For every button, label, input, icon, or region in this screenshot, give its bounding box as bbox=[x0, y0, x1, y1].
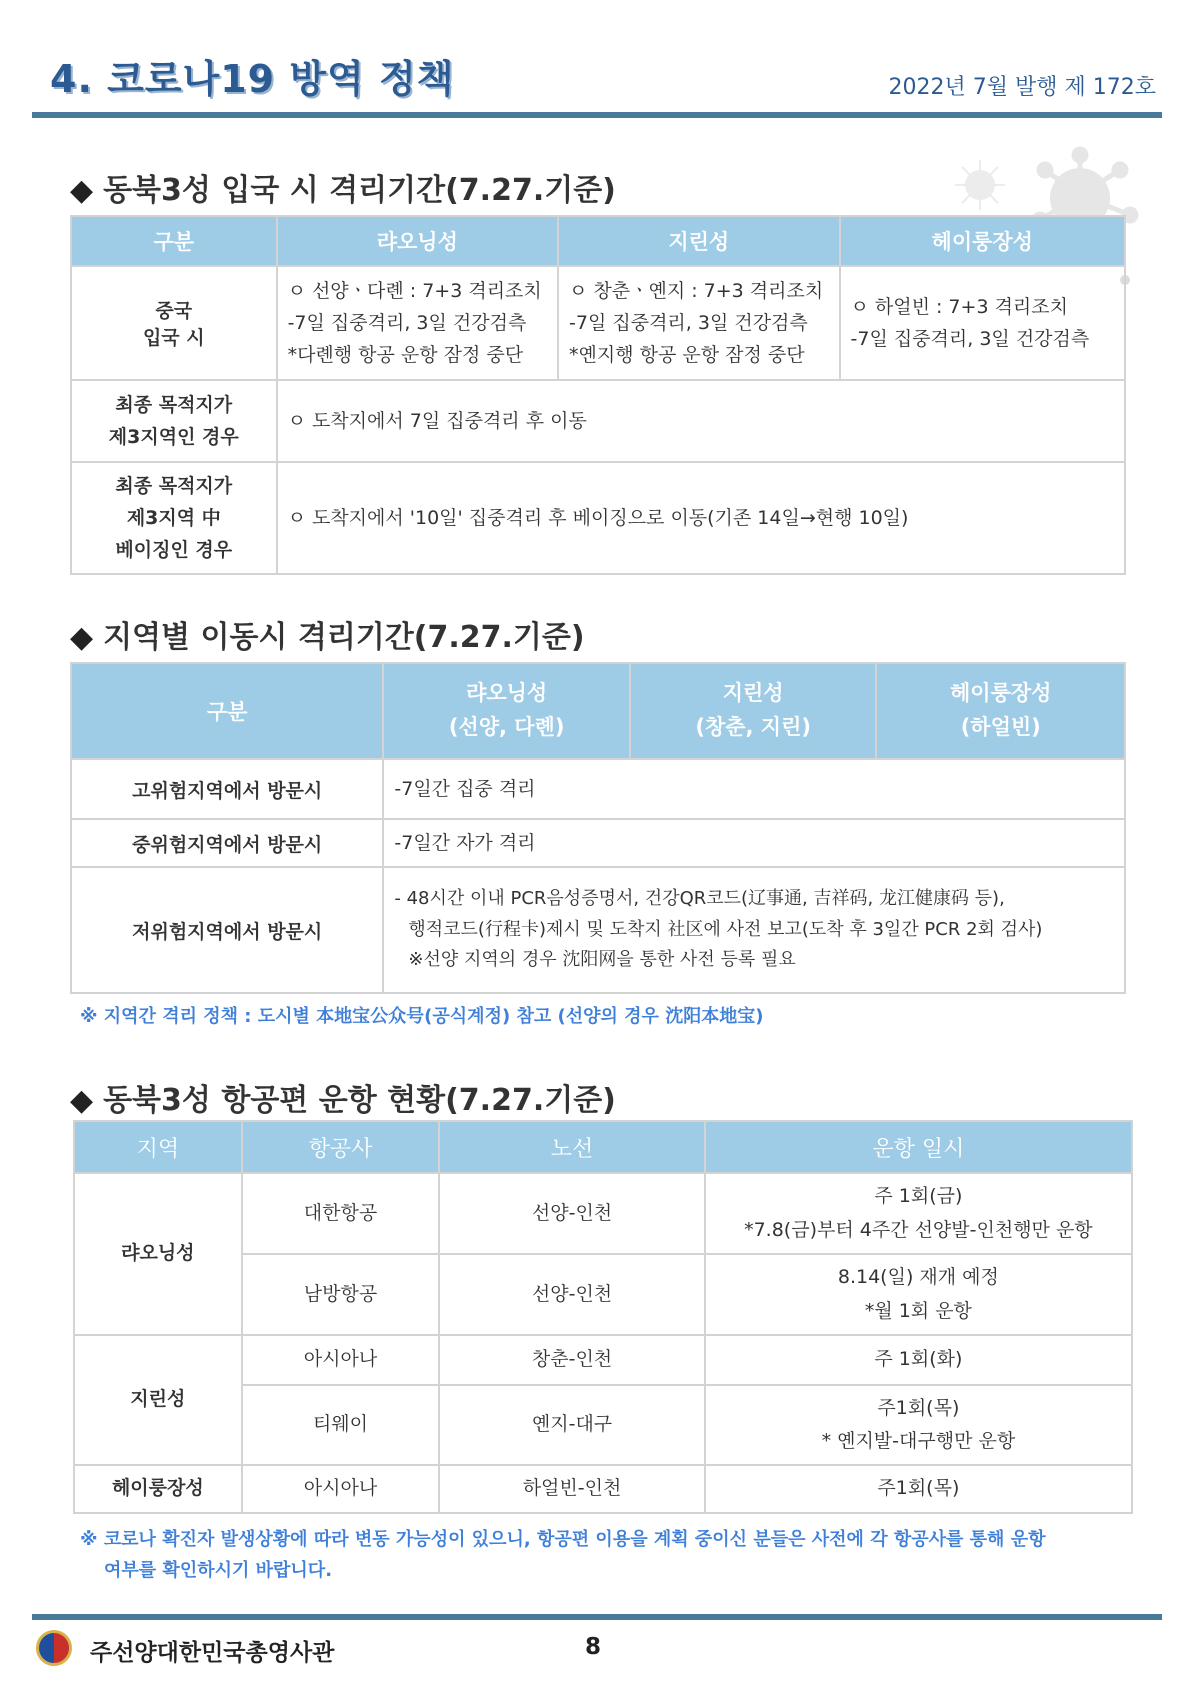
flight-note: ※ 코로나 확진자 발생상황에 따라 변동 가능성이 있으니, 항공편 이용을 계획 중이신 분들은 사전에 각 항공사를 통해 운항 여부를 확인하시기 바랍니다. bbox=[80, 1529, 1046, 1581]
footer-divider bbox=[32, 1614, 1162, 1620]
row-content: -7일간 자가 격리 bbox=[383, 819, 1125, 867]
row-content: -7일간 집중 격리 bbox=[383, 759, 1125, 819]
row-label: 최종 목적지가 제3지역인 경우 bbox=[71, 380, 277, 462]
header-jilin: 지린성 bbox=[558, 216, 839, 266]
header-region: 지역 bbox=[74, 1121, 242, 1173]
region-liaoning: 랴오닝성 bbox=[74, 1173, 242, 1335]
table-row bbox=[74, 1465, 1132, 1513]
airline-cell: 남방항공 bbox=[242, 1254, 440, 1335]
page-title: 4. 코로나19 방역 정책 bbox=[50, 57, 455, 101]
section3-title: ◆ 동북3성 항공편 운항 현황(7.27.기준) bbox=[70, 1083, 616, 1118]
schedule-cell: 주 1회(금) *7.8(금)부터 4주간 선양발-인천행만 운항 bbox=[705, 1173, 1132, 1254]
table-row bbox=[71, 819, 1125, 867]
table-row bbox=[71, 867, 1125, 993]
row-label: 중국 입국 시 bbox=[71, 266, 277, 380]
airline-cell: 티웨이 bbox=[242, 1385, 440, 1465]
schedule-cell: 주1회(목) bbox=[705, 1465, 1132, 1513]
national-emblem-icon bbox=[36, 1630, 72, 1666]
header-heilongjiang: 헤이룽장성 bbox=[840, 216, 1126, 266]
organization-name: 주선양대한민국총영사관 bbox=[90, 1640, 335, 1666]
regional-policy-note: ※ 지역간 격리 정책 : 도시별 本地宝公众号(공식계정) 참고 (선양의 경우 沈阳本地宝) bbox=[80, 1006, 764, 1027]
row-label: 최종 목적지가 제3지역 中 베이징인 경우 bbox=[71, 462, 277, 574]
row-label: 저위험지역에서 방문시 bbox=[71, 867, 383, 993]
diamond-bullet-icon: ◆ bbox=[70, 1083, 94, 1118]
route-cell: 하얼빈-인천 bbox=[439, 1465, 704, 1513]
row-label: 중위험지역에서 방문시 bbox=[71, 819, 383, 867]
beijing-cell: ㅇ 도착지에서 '10일' 집중격리 후 베이징으로 이동(기존 14일→현행 10일) bbox=[277, 462, 1125, 574]
issue-info: 2022년 7월 발행 제 172호 bbox=[888, 75, 1156, 100]
diamond-bullet-icon: ◆ bbox=[70, 173, 94, 208]
section2-title: ◆ 지역별 이동시 격리기간(7.27.기준) bbox=[70, 620, 585, 655]
route-cell: 창춘-인천 bbox=[439, 1335, 704, 1385]
table-row bbox=[71, 759, 1125, 819]
third-region-cell: ㅇ 도착지에서 7일 집중격리 후 이동 bbox=[277, 380, 1125, 462]
header-liaoning: 랴오닝성 (선양, 다롄) bbox=[383, 663, 630, 759]
header-heilongjiang: 헤이룽장성 (하얼빈) bbox=[876, 663, 1125, 759]
header-airline: 항공사 bbox=[242, 1121, 440, 1173]
schedule-cell: 주 1회(화) bbox=[705, 1335, 1132, 1385]
schedule-cell: 8.14(일) 재개 예정 *월 1회 운항 bbox=[705, 1254, 1132, 1335]
region-jilin: 지린성 bbox=[74, 1335, 242, 1465]
schedule-cell: 주1회(목) * 옌지발-대구행만 운항 bbox=[705, 1385, 1132, 1465]
entry-quarantine-table bbox=[70, 215, 1126, 575]
header-route: 노선 bbox=[439, 1121, 704, 1173]
route-cell: 선양-인천 bbox=[439, 1254, 704, 1335]
page-number: 8 bbox=[585, 1634, 602, 1660]
header-schedule: 운항 일시 bbox=[705, 1121, 1132, 1173]
liaoning-entry-cell: ㅇ 선양ㆍ다롄 : 7+3 격리조치 -7일 집중격리, 3일 건강검측 *다롄행 항공 운항 잠정 중단 bbox=[277, 266, 558, 380]
route-cell: 선양-인천 bbox=[439, 1173, 704, 1254]
airline-cell: 대한항공 bbox=[242, 1173, 440, 1254]
table-row bbox=[71, 380, 1125, 462]
table-row bbox=[74, 1173, 1132, 1254]
route-cell: 옌지-대구 bbox=[439, 1385, 704, 1465]
flight-status-table bbox=[73, 1120, 1133, 1514]
region-heilongjiang: 헤이룽장성 bbox=[74, 1465, 242, 1513]
header-category: 구분 bbox=[71, 663, 383, 759]
airline-cell: 아시아나 bbox=[242, 1335, 440, 1385]
row-content: - 48시간 이내 PCR음성증명서, 건강QR코드(辽事通, 吉祥码, 龙江健康码 등), 행적코드(行程卡)제시 및 도착지 社区에 사전 보고(도착 후 3일간 PCR 2회 검사) ※선양 지역의 경우 沈阳网을 통한 사전 등록 필요 bbox=[383, 867, 1125, 993]
header-category: 구분 bbox=[71, 216, 277, 266]
airline-cell: 아시아나 bbox=[242, 1465, 440, 1513]
table-row bbox=[71, 266, 1125, 380]
section1-title: ◆ 동북3성 입국 시 격리기간(7.27.기준) bbox=[70, 173, 616, 208]
regional-quarantine-table bbox=[70, 662, 1126, 994]
header-liaoning: 랴오닝성 bbox=[277, 216, 558, 266]
header-jilin: 지린성 (창춘, 지린) bbox=[630, 663, 877, 759]
diamond-bullet-icon: ◆ bbox=[70, 620, 94, 655]
jilin-entry-cell: ㅇ 창춘ㆍ옌지 : 7+3 격리조치 -7일 집중격리, 3일 건강검측 *옌지행 항공 운항 잠정 중단 bbox=[558, 266, 839, 380]
table-row bbox=[74, 1335, 1132, 1385]
row-label: 고위험지역에서 방문시 bbox=[71, 759, 383, 819]
header-divider bbox=[32, 112, 1162, 118]
table-row bbox=[71, 462, 1125, 574]
heilongjiang-entry-cell: ㅇ 하얼빈 : 7+3 격리조치 -7일 집중격리, 3일 건강검측 bbox=[840, 266, 1126, 380]
